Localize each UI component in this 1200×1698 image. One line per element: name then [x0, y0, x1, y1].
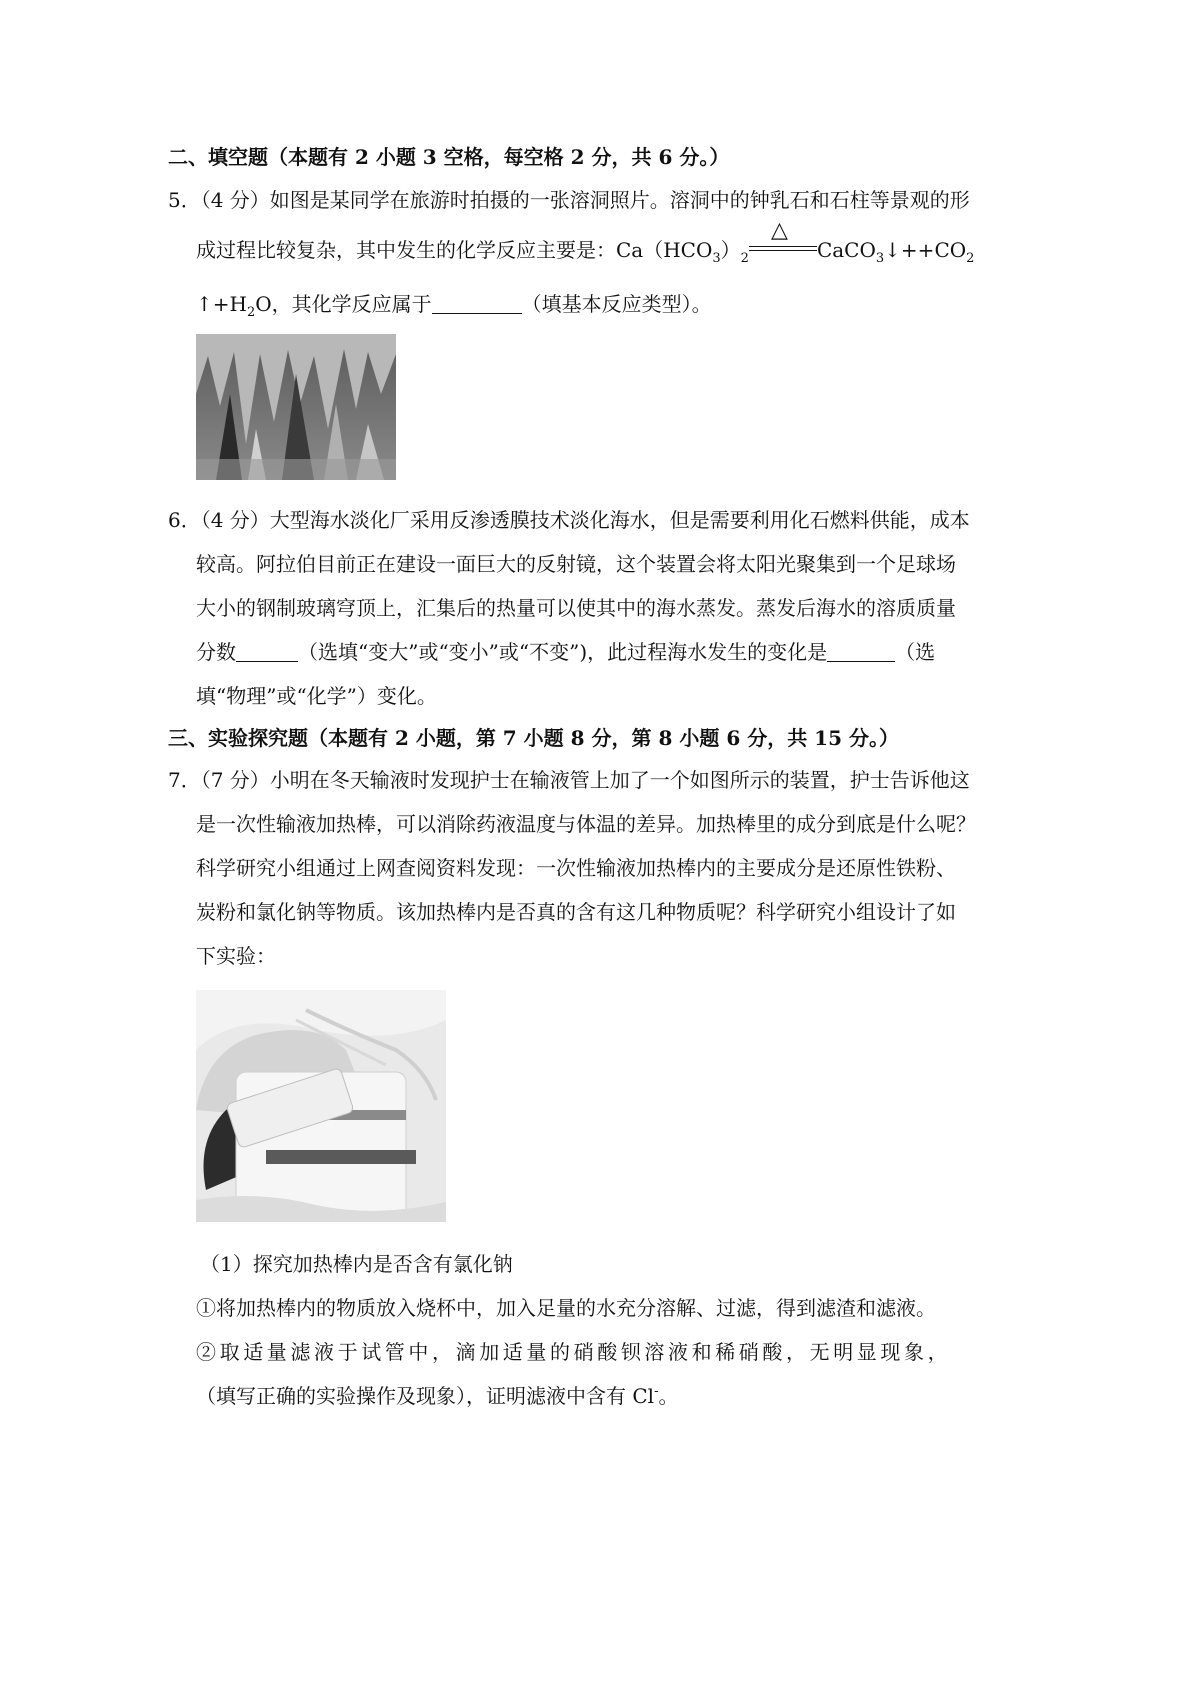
precipitate-arrow-icon: ↓	[884, 238, 901, 262]
q5-question-text: O，其化学反应属于	[255, 292, 432, 316]
q5-product-caco3: CaCO	[816, 238, 876, 262]
q7-step-3-end: 。	[658, 1384, 679, 1408]
infusion-heater-photo	[196, 990, 446, 1222]
q6-line-1: 6．（4 分）大型海水淡化厂采用反渗透膜技术淡化海水，但是需要利用化石燃料供能，成本	[168, 508, 970, 532]
q7-line-4: 炭粉和氯化钠等物质。该加热棒内是否真的含有这几种物质呢？科学研究小组设计了如	[196, 900, 956, 924]
answer-blank-change-type[interactable]	[827, 641, 895, 662]
q7-line-1: 7．（7 分）小明在冬天输液时发现护士在输液管上加了一个如图所示的装置，护士告诉他这	[168, 768, 970, 792]
q7-step-2-text: ②取适量滤液于试管中，滴加适量的硝酸钡溶液和稀硝酸，无明显现象，	[196, 1340, 952, 1364]
infusion-heater-image	[196, 990, 446, 1222]
q6-line-3: 大小的钢制玻璃穹顶上，汇集后的热量可以使其中的海水蒸发。蒸发后海水的溶质质量	[196, 596, 956, 620]
answer-blank-reaction-type[interactable]	[432, 293, 522, 314]
answer-blank-mass-fraction[interactable]	[236, 641, 298, 662]
q5-caco3-subscript: 3	[875, 251, 885, 266]
q5-line-3	[196, 290, 712, 318]
q7-line-3: 科学研究小组通过上网查阅资料发现：一次性输液加热棒内的主要成分是还原性铁粉、	[196, 856, 956, 880]
q5-product-co2: ++CO	[900, 238, 967, 262]
q5-hco3-subscript: 3	[712, 251, 721, 266]
q5-line-2	[196, 218, 975, 266]
chloride-charge: -	[654, 1384, 659, 1399]
q6-line-4-end: （选	[895, 640, 936, 664]
cave-photo	[196, 334, 396, 480]
q6-line-2: 较高。阿拉伯目前正在建设一面巨大的反射镜，这个装置会将太阳光聚集到一个足球场	[196, 552, 956, 576]
q7-line-2: 是一次性输液加热棒，可以消除药液温度与体温的差异。加热棒里的成分到底是什么呢？	[196, 812, 976, 836]
q7-step-1: ①将加热棒内的物质放入烧杯中，加入足量的水充分溶解、过滤，得到滤渣和滤液。	[196, 1296, 936, 1320]
q6-line-4	[196, 638, 935, 666]
q7-part-1-title: （1）探究加热棒内是否含有氯化钠	[200, 1252, 513, 1276]
q6-line-5: 填“物理”或“化学”）变化。	[196, 684, 437, 708]
heat-condition-symbol: △	[770, 218, 788, 243]
q5-line-1: 5．（4 分）如图是某同学在旅游时拍摄的一张溶洞照片。溶洞中的钟乳石和石柱等景观的形	[168, 188, 970, 212]
q6-line-4-middle: （选填“变大”或“变小”或“不变”)，此过程海水发生的变化是	[298, 640, 828, 664]
section-3-heading: 三、实验探究题（本题有 2 小题，第 7 小题 8 分，第 8 小题 6 分，共 15 分。）	[168, 726, 899, 750]
reaction-equals-sign	[749, 218, 817, 259]
q6-line-4-start: 分数	[196, 640, 236, 664]
equals-line-bottom	[749, 250, 817, 251]
q7-step-3	[196, 1382, 678, 1410]
q5-ca-subscript: 2	[740, 251, 749, 266]
equals-line-top	[749, 246, 817, 247]
q5-h2o-subscript: 2	[246, 305, 256, 320]
q7-step-3-text: （填写正确的实验操作及现象），证明滤液中含有 Cl	[196, 1384, 655, 1408]
q7-line-5: 下实验：	[196, 944, 276, 968]
q5-paren-close: ）	[720, 238, 741, 262]
q5-gas-arrow-h: ↑+H	[196, 292, 247, 316]
cave-photo-image	[196, 334, 396, 480]
q5-hint: （填基本反应类型）。	[521, 292, 712, 316]
q5-co2-subscript: 2	[966, 251, 975, 266]
q7-step-2	[196, 1338, 951, 1366]
section-2-heading: 二、填空题（本题有 2 小题 3 空格，每空格 2 分，共 6 分。）	[168, 145, 730, 169]
q5-reactant-text: 成过程比较复杂，其中发生的化学反应主要是：Ca（HCO	[196, 238, 713, 262]
